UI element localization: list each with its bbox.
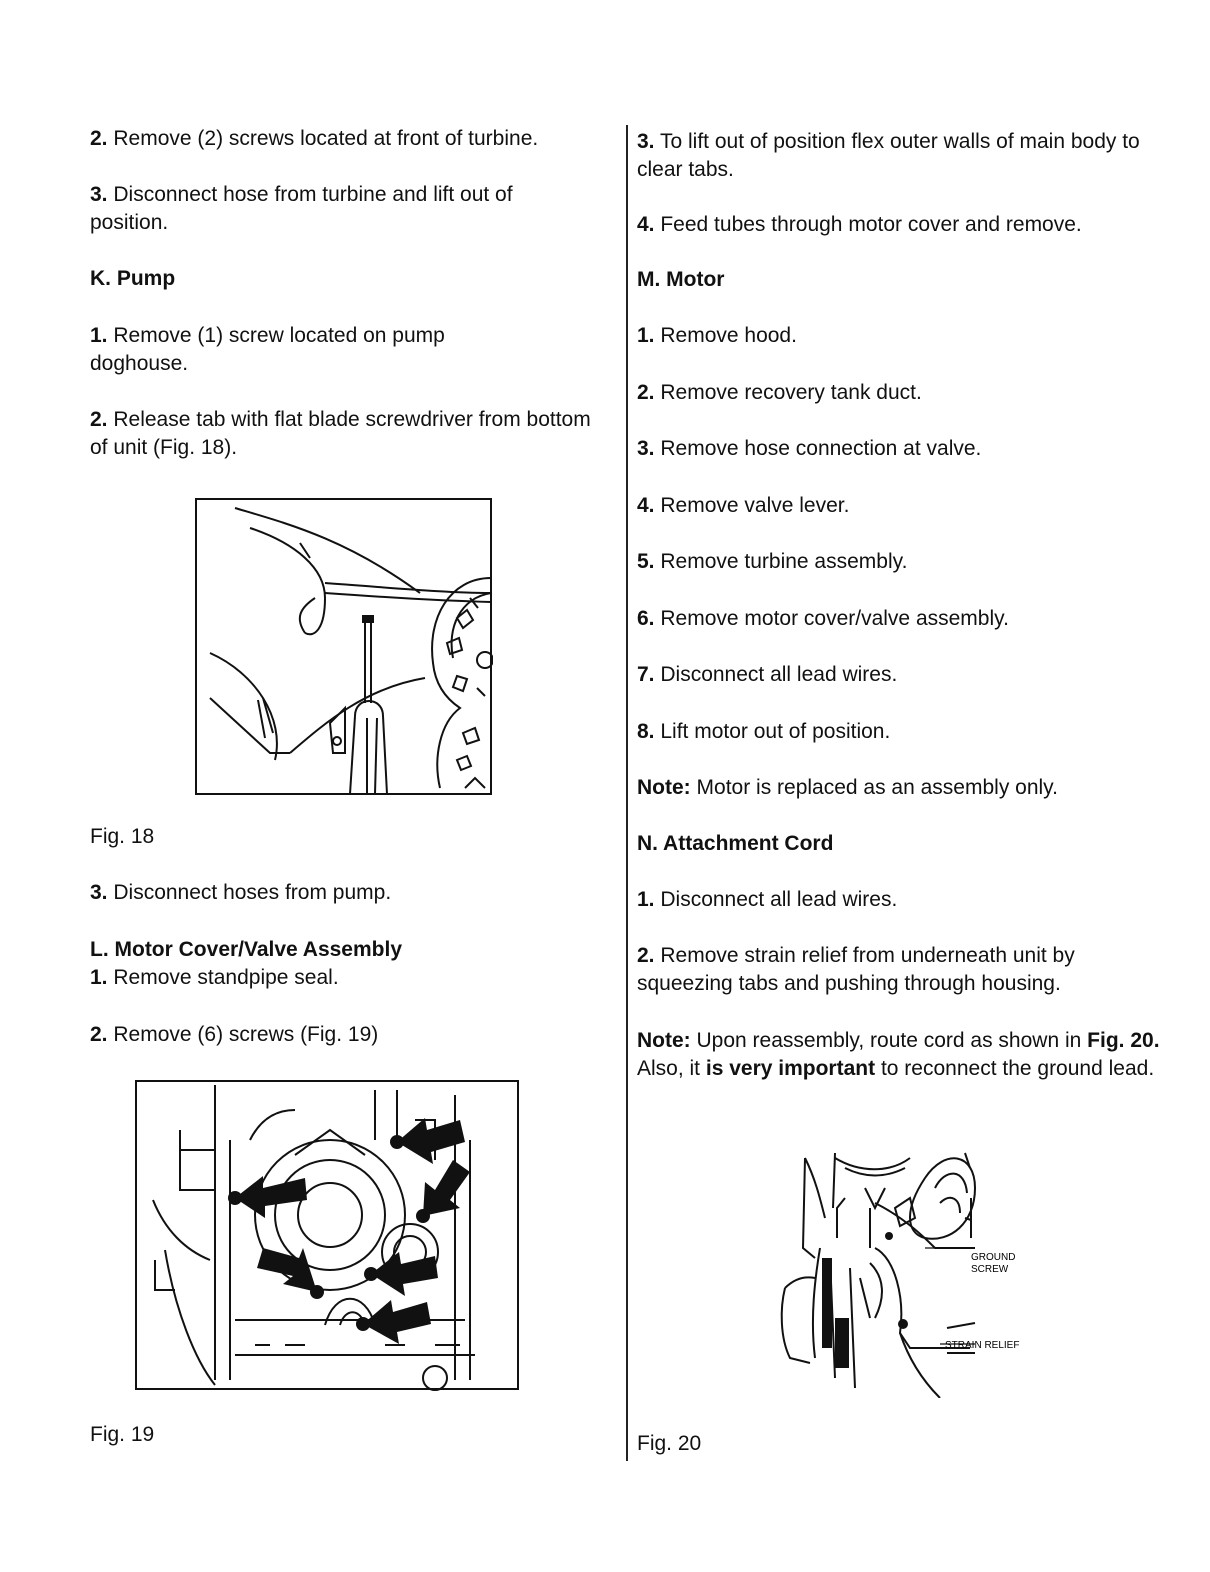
cord-step-1: 1. Disconnect all lead wires. bbox=[637, 888, 898, 911]
motor-note: Note: Motor is replaced as an assembly only. bbox=[637, 776, 1058, 799]
fig19-caption: Fig. 19 bbox=[90, 1423, 155, 1446]
motor-cover-step-4: 4. Feed tubes through motor cover and remove. bbox=[637, 213, 1082, 236]
fig20-caption: Fig. 20 bbox=[637, 1432, 702, 1455]
ground-screw-label-line1: GROUND bbox=[971, 1252, 1016, 1263]
motor-cover-step-1: 1. Remove standpipe seal. bbox=[90, 966, 339, 989]
section-k-heading: K. Pump bbox=[90, 267, 176, 290]
motor-cover-step-3: 3. To lift out of position flex outer walls of main body to clear tabs. bbox=[637, 130, 1140, 181]
motor-step-8: 8. Lift motor out of position. bbox=[637, 720, 891, 743]
section-m-heading: M. Motor bbox=[637, 268, 725, 291]
fig19-drawing bbox=[135, 1080, 520, 1392]
motor-step-5: 5. Remove turbine assembly. bbox=[637, 550, 908, 573]
cord-reassembly-note: Note: Upon reassembly, route cord as shown in Fig. 20. Also, it is very important to reconnect the ground lead. bbox=[637, 1029, 1160, 1080]
pump-step-2: 2. Release tab with flat blade screwdriver from bottom of unit (Fig. 18). bbox=[90, 408, 591, 459]
ground-screw-label-line2: SCREW bbox=[971, 1264, 1009, 1275]
fig20-drawing bbox=[775, 1148, 1045, 1398]
motor-step-7: 7. Disconnect all lead wires. bbox=[637, 663, 898, 686]
motor-step-6: 6. Remove motor cover/valve assembly. bbox=[637, 607, 1009, 630]
column-divider bbox=[626, 125, 628, 1461]
figure-18-pump-screwdriver bbox=[195, 498, 493, 796]
motor-cover-step-2: 2. Remove (6) screws (Fig. 19) bbox=[90, 1023, 379, 1046]
section-l-heading: L. Motor Cover/Valve Assembly bbox=[90, 938, 402, 961]
motor-step-1: 1. Remove hood. bbox=[637, 324, 797, 347]
figure-19-motor-cover-screws bbox=[135, 1080, 520, 1392]
cord-step-2: 2. Remove strain relief from underneath unit by squeezing tabs and pushing through housing. bbox=[637, 944, 1075, 995]
pump-step-3: 3. Disconnect hoses from pump. bbox=[90, 881, 392, 904]
turbine-step-3: 3. Disconnect hose from turbine and lift out of position. bbox=[90, 183, 513, 234]
pump-step-1: 1. Remove (1) screw located on pump doghouse. bbox=[90, 324, 445, 375]
fig18-caption: Fig. 18 bbox=[90, 825, 155, 848]
motor-step-2: 2. Remove recovery tank duct. bbox=[637, 381, 922, 404]
strain-relief-label: STRAIN RELIEF bbox=[945, 1340, 1020, 1351]
motor-step-4: 4. Remove valve lever. bbox=[637, 494, 850, 517]
turbine-step-2: 2. Remove (2) screws located at front of turbine. bbox=[90, 127, 539, 150]
figure-20-cord-routing bbox=[775, 1148, 1045, 1398]
section-n-heading: N. Attachment Cord bbox=[637, 832, 834, 855]
motor-step-3: 3. Remove hose connection at valve. bbox=[637, 437, 982, 460]
fig18-drawing bbox=[195, 498, 493, 796]
